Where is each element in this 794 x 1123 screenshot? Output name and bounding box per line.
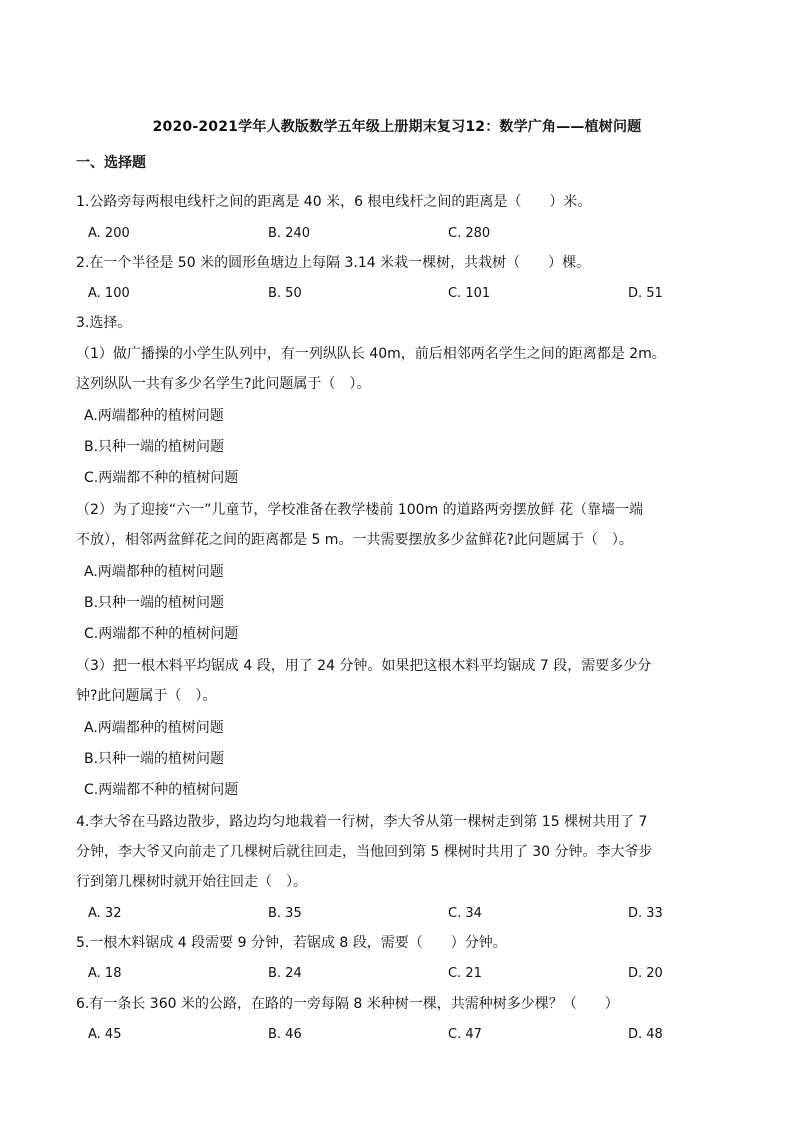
question-2-option-b: B. 50 xyxy=(268,286,302,301)
question-3-sub2-choice-b: B.只种一端的植树问题 xyxy=(84,595,225,611)
question-5-option-b: B. 24 xyxy=(268,966,302,981)
question-3-sub1-choice-c: C.两端都不种的植树问题 xyxy=(84,470,239,486)
question-4-line3: 行到第几棵树时就开始往回走（ ）。 xyxy=(76,874,307,890)
question-6-option-a: A. 45 xyxy=(88,1027,122,1042)
question-5-option-c: C. 21 xyxy=(448,966,482,981)
question-4-line2: 分钟，李大爷又向前走了几棵树后就往回走，当他回到第 5 棵树时共用了 30 分钟。李大爷步 xyxy=(76,844,653,860)
question-3-sub2-choice-a: A.两端都种的植树问题 xyxy=(84,564,224,580)
question-4-option-c: C. 34 xyxy=(448,906,482,921)
question-3-stem: 3.选择。 xyxy=(76,315,132,331)
question-4-option-d: D. 33 xyxy=(628,906,663,921)
question-6-option-b: B. 46 xyxy=(268,1027,302,1042)
question-6-option-c: C. 47 xyxy=(448,1027,482,1042)
question-1-stem: 1.公路旁每两根电线杆之间的距离是 40 米，6 根电线杆之间的距离是（ ）米。 xyxy=(76,194,592,210)
question-3-sub3-choice-b: B.只种一端的植树问题 xyxy=(84,751,225,767)
question-3-sub3-line2: 钟?此问题属于（ ）。 xyxy=(76,688,217,704)
question-3-sub2-line2: 不放），相邻两盆鲜花之间的距离都是 5 m。一共需要摆放多少盆鲜花?此问题属于（ ）。 xyxy=(76,532,633,548)
question-4-line1: 4.李大爷在马路边散步，路边均匀地栽着一行树，李大爷从第一棵树走到第 15 棵树共用了 7 xyxy=(76,814,648,830)
question-3-sub2-line1: （2）为了迎接“六一”儿童节，学校准备在教学楼前 100m 的道路两旁摆放鲜 花（靠墙一端 xyxy=(76,502,644,518)
question-1-option-c: C. 280 xyxy=(448,226,491,241)
question-1-option-a: A. 200 xyxy=(88,226,130,241)
section-heading: 一、选择题 xyxy=(76,155,146,171)
page-title: 2020-2021学年人教版数学五年级上册期末复习12：数学广角——植树问题 xyxy=(152,119,642,135)
question-6-option-d: D. 48 xyxy=(628,1027,663,1042)
question-3-sub2-choice-c: C.两端都不种的植树问题 xyxy=(84,626,239,642)
question-2-option-a: A. 100 xyxy=(88,286,130,301)
question-4-option-a: A. 32 xyxy=(88,906,122,921)
question-2-option-d: D. 51 xyxy=(628,286,663,301)
question-2-option-c: C. 101 xyxy=(448,286,491,301)
question-5-stem: 5.一根木料锯成 4 段需要 9 分钟，若锯成 8 段，需要（ ）分钟。 xyxy=(76,935,507,951)
question-4-option-b: B. 35 xyxy=(268,906,302,921)
question-3-sub3-choice-c: C.两端都不种的植树问题 xyxy=(84,782,239,798)
question-3-sub1-choice-b: B.只种一端的植树问题 xyxy=(84,439,225,455)
question-1-option-b: B. 240 xyxy=(268,226,310,241)
question-3-sub1-line2: 这列纵队一共有多少名学生?此问题属于（ ）。 xyxy=(76,376,371,392)
question-5-option-d: D. 20 xyxy=(628,966,663,981)
question-6-stem: 6.有一条长 360 米的公路，在路的一旁每隔 8 米种树一棵，共需种树多少棵？（ ） xyxy=(76,996,619,1012)
question-3-sub3-line1: （3）把一根木料平均锯成 4 段，用了 24 分钟。如果把这根木料平均锯成 7 段，需要多少分 xyxy=(76,658,652,674)
question-3-sub1-choice-a: A.两端都种的植树问题 xyxy=(84,408,224,424)
question-3-sub1-line1: （1）做广播操的小学生队列中，有一列纵队长 40m，前后相邻两名学生之间的距离都是 2m。 xyxy=(76,346,666,362)
question-2-stem: 2.在一个半径是 50 米的圆形鱼塘边上每隔 3.14 米栽一棵树，共栽树（ ）棵。 xyxy=(76,255,591,271)
question-5-option-a: A. 18 xyxy=(88,966,122,981)
question-3-sub3-choice-a: A.两端都种的植树问题 xyxy=(84,720,224,736)
